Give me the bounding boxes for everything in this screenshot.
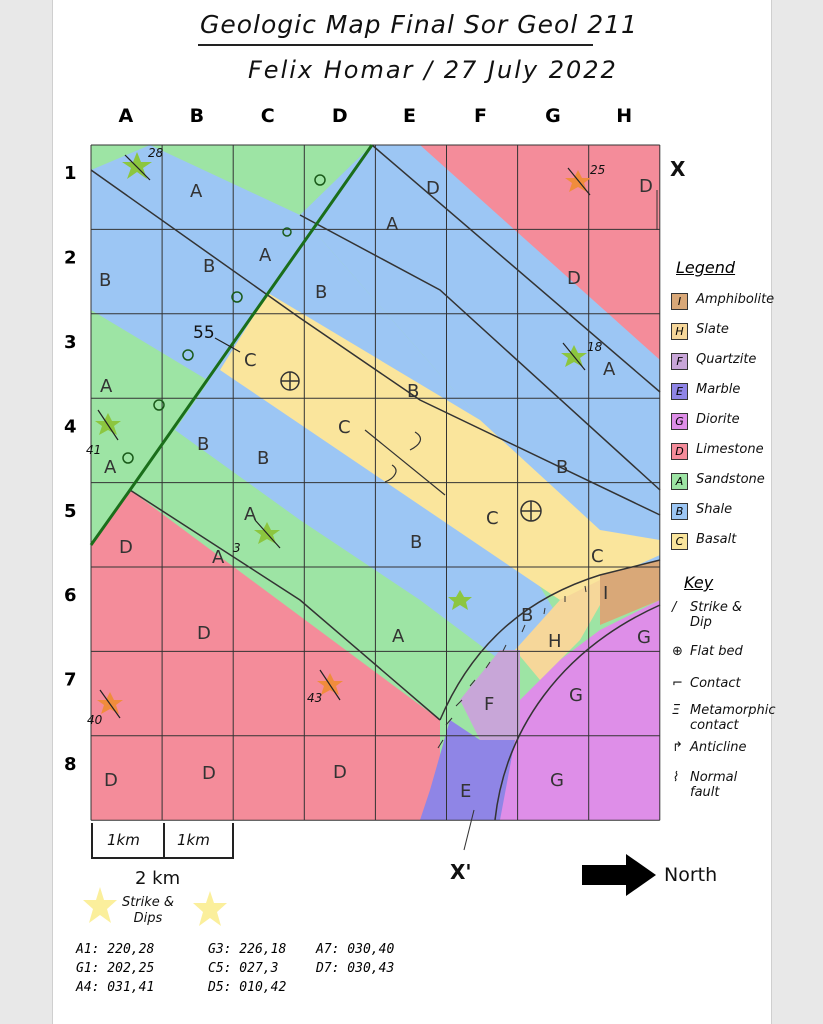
key-symbol-icon: / (672, 600, 677, 615)
unit-label: D (567, 268, 581, 289)
unit-label: B (521, 605, 534, 626)
legend-swatch: F (671, 353, 688, 370)
section-x-label: X (670, 157, 686, 181)
key-symbol-icon: ↱ (672, 740, 683, 755)
key-label: Normal fault (690, 770, 738, 800)
key-label: Flat bed (690, 644, 743, 659)
measurement-entry: D7: 030,43 (316, 961, 395, 976)
unit-label: B (407, 381, 420, 402)
column-label: G (545, 105, 561, 127)
scale-bar (91, 823, 234, 859)
unit-label: A (603, 359, 616, 380)
legend-label: Slate (696, 322, 729, 337)
dip-a7-label: 40 (87, 713, 103, 727)
unit-label: B (197, 434, 210, 455)
legend-label: Marble (696, 382, 741, 397)
unit-label: D (426, 178, 440, 199)
section-x-prime-label: X' (450, 860, 472, 884)
measurement-entry: G3: 226,18 (208, 942, 287, 957)
unit-label: A (212, 547, 225, 568)
scale-segment-1: 1km (107, 831, 140, 849)
dip-c5-label: 3 (233, 541, 241, 555)
strike-dip-note: Strike & Dips (121, 895, 175, 926)
legend-label: Amphibolite (696, 292, 775, 307)
unit-label: F (484, 694, 495, 715)
unit-label: B (410, 532, 423, 553)
unit-label: A (244, 504, 257, 525)
unit-label: A (104, 457, 117, 478)
unit-label: E (460, 781, 472, 802)
key-label: Metamorphic contact (690, 703, 776, 733)
row-label: 2 (64, 247, 77, 269)
unit-label: D (202, 763, 216, 784)
column-label: F (474, 105, 488, 127)
key-symbol-icon: Ξ (672, 703, 681, 718)
unit-label: B (315, 282, 328, 303)
key-label: Contact (690, 676, 741, 691)
row-label: 3 (64, 332, 77, 353)
unit-label: C (486, 508, 499, 529)
unit-label: B (257, 448, 270, 469)
unit-label: B (203, 256, 216, 277)
unit-label: G (637, 627, 651, 648)
measurement-entry: D5: 010,42 (208, 980, 287, 995)
column-label: H (616, 105, 633, 127)
row-label: 6 (64, 585, 77, 607)
dip-a4-label: 41 (86, 443, 102, 457)
row-label: 4 (64, 416, 77, 438)
legend-swatch: B (671, 503, 688, 520)
unit-label: D (639, 176, 653, 197)
measurement-entry: C5: 027,3 (208, 961, 279, 976)
author-line: Felix Homar / 27 July 2022 (248, 56, 618, 84)
legend-swatch: A (671, 473, 688, 490)
row-label: 7 (64, 669, 77, 691)
dip-55-label: 55 (193, 323, 215, 343)
legend-label: Shale (696, 502, 733, 517)
unit-label: G (550, 770, 564, 791)
unit-label: H (548, 631, 562, 652)
north-label: North (664, 864, 718, 886)
legend-swatch: G (671, 413, 688, 430)
legend-heading: Legend (676, 258, 736, 277)
unit-label: D (104, 770, 118, 791)
legend-label: Sandstone (696, 472, 765, 487)
key-symbol-icon: ⊕ (672, 644, 683, 659)
unit-label: A (392, 626, 405, 647)
unit-label: B (556, 457, 569, 478)
unit-label: C (244, 350, 257, 371)
legend-swatch: D (671, 443, 688, 460)
unit-label: A (386, 214, 399, 235)
column-label: D (331, 105, 348, 127)
map-title: Geologic Map Final Sor Geol 211 (200, 10, 638, 39)
legend-swatch: I (671, 293, 688, 310)
key-symbol-icon: ⌐ (672, 676, 683, 691)
column-label: B (189, 105, 205, 127)
column-label: E (402, 105, 416, 127)
row-label: 8 (64, 754, 77, 775)
unit-label: C (591, 546, 604, 567)
unit-label: A (100, 376, 113, 397)
key-label: Anticline (690, 740, 747, 755)
column-label: A (118, 105, 134, 127)
dip-a1-label: 28 (148, 146, 164, 160)
unit-label: G (569, 685, 583, 706)
unit-label: A (259, 245, 272, 266)
key-symbol-icon: ⌇ (672, 770, 679, 785)
key-heading: Key (684, 573, 714, 592)
unit-label: D (333, 762, 347, 783)
legend-label: Limestone (696, 442, 764, 457)
scale-segment-2: 1km (177, 831, 210, 849)
measurement-entry: A1: 220,28 (76, 942, 155, 957)
unit-label: B (99, 270, 112, 291)
row-label: 5 (64, 500, 77, 522)
unit-label: I (603, 583, 609, 604)
key-label: Strike & Dip (690, 600, 743, 630)
unit-label: D (119, 537, 133, 558)
dip-d7-label: 43 (307, 691, 323, 705)
scale-bar-midpoint (163, 823, 165, 857)
row-label: 1 (64, 163, 77, 185)
legend-swatch: E (671, 383, 688, 400)
legend-label: Diorite (696, 412, 740, 427)
measurement-entry: A7: 030,40 (316, 942, 395, 957)
legend-label: Quartzite (696, 352, 757, 367)
scale-total: 2 km (135, 868, 181, 889)
unit-label: C (338, 417, 351, 438)
dip-g1-label: 25 (590, 163, 606, 177)
column-label: C (260, 105, 275, 127)
north-arrow-icon (580, 852, 660, 898)
legend-swatch: C (671, 533, 688, 550)
unit-label: D (197, 623, 211, 644)
legend-label: Basalt (696, 532, 737, 547)
unit-label: A (190, 181, 203, 202)
measurement-entry: G1: 202,25 (76, 961, 155, 976)
legend-swatch: H (671, 323, 688, 340)
measurement-entry: A4: 031,41 (76, 980, 155, 995)
dip-g3-label: 18 (587, 340, 603, 354)
